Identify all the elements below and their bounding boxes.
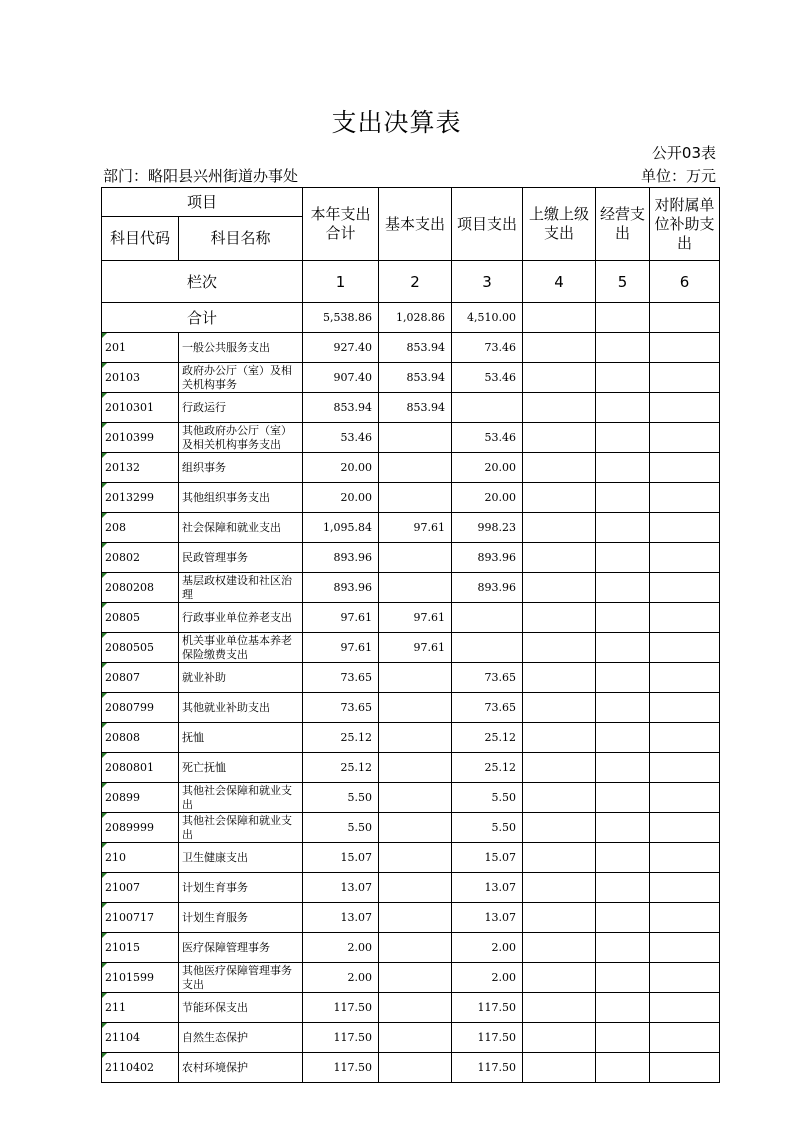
column-number: 3: [452, 261, 523, 303]
row-name: 一般公共服务支出: [179, 333, 303, 363]
row-total: 97.61: [303, 633, 379, 663]
row-upper: [523, 693, 596, 723]
row-name: 农村环境保护: [179, 1053, 303, 1083]
column-number: 4: [523, 261, 596, 303]
row-total: 53.46: [303, 423, 379, 453]
row-basic: [379, 573, 452, 603]
row-project: 2.00: [452, 963, 523, 993]
row-name: 基层政权建设和社区治理: [179, 573, 303, 603]
table-row: [102, 1053, 720, 1083]
row-business: [596, 783, 650, 813]
row-total: 13.07: [303, 873, 379, 903]
row-code: 2100717: [102, 903, 179, 933]
row-business: [596, 1053, 650, 1083]
row-business: [596, 363, 650, 393]
row-code: 20808: [102, 723, 179, 753]
table-row: [102, 813, 720, 843]
row-name: 其他医疗保障管理事务支出: [179, 963, 303, 993]
row-total: 117.50: [303, 1023, 379, 1053]
row-total: 25.12: [303, 753, 379, 783]
row-subsidy: [650, 603, 720, 633]
row-basic: [379, 543, 452, 573]
row-total: 20.00: [303, 453, 379, 483]
row-total: 117.50: [303, 993, 379, 1023]
row-code: 2013299: [102, 483, 179, 513]
row-code: 2080208: [102, 573, 179, 603]
row-name: 计划生育服务: [179, 903, 303, 933]
row-name: 死亡抚恤: [179, 753, 303, 783]
row-code: 2110402: [102, 1053, 179, 1083]
row-basic: [379, 963, 452, 993]
table-row: [102, 363, 720, 393]
row-total: 5.50: [303, 783, 379, 813]
row-basic: [379, 783, 452, 813]
table-row: [102, 603, 720, 633]
row-upper: [523, 1023, 596, 1053]
row-upper: [523, 873, 596, 903]
row-code: 20805: [102, 603, 179, 633]
row-code: 2080505: [102, 633, 179, 663]
row-subsidy: [650, 783, 720, 813]
row-project: 53.46: [452, 423, 523, 453]
table-row: [102, 513, 720, 543]
table-row: [102, 453, 720, 483]
row-upper: [523, 363, 596, 393]
row-name: 自然生态保护: [179, 1023, 303, 1053]
row-business: [596, 813, 650, 843]
row-code: 20103: [102, 363, 179, 393]
table-row: [102, 693, 720, 723]
row-upper: [523, 603, 596, 633]
column-number: 2: [379, 261, 452, 303]
row-basic: [379, 693, 452, 723]
row-basic: 853.94: [379, 363, 452, 393]
row-business: [596, 873, 650, 903]
row-project: 53.46: [452, 363, 523, 393]
row-project: [452, 603, 523, 633]
row-subsidy: [650, 363, 720, 393]
row-name: 节能环保支出: [179, 993, 303, 1023]
row-basic: 97.61: [379, 603, 452, 633]
column-number-row: [102, 261, 720, 303]
row-business: [596, 963, 650, 993]
row-subsidy: [650, 543, 720, 573]
row-total: 20.00: [303, 483, 379, 513]
row-upper: [523, 753, 596, 783]
row-business: [596, 1023, 650, 1053]
row-total: 893.96: [303, 543, 379, 573]
row-project: 893.96: [452, 573, 523, 603]
table-row: [102, 663, 720, 693]
row-project: 25.12: [452, 753, 523, 783]
expenditure-table: [101, 187, 720, 1083]
row-upper: [523, 903, 596, 933]
row-total: 2.00: [303, 963, 379, 993]
table-row: [102, 753, 720, 783]
table-row: [102, 543, 720, 573]
row-total: 853.94: [303, 393, 379, 423]
column-label: 栏次: [102, 261, 303, 303]
row-upper: [523, 513, 596, 543]
row-subsidy: [650, 723, 720, 753]
table-row: [102, 423, 720, 453]
header-item: 项目: [102, 188, 303, 217]
row-basic: [379, 1053, 452, 1083]
row-code: 20132: [102, 453, 179, 483]
row-subsidy: [650, 453, 720, 483]
row-total: 2.00: [303, 933, 379, 963]
row-upper: [523, 483, 596, 513]
row-name: 政府办公厅（室）及相关机构事务: [179, 363, 303, 393]
column-number: 6: [650, 261, 720, 303]
row-business: [596, 993, 650, 1023]
row-total: 5.50: [303, 813, 379, 843]
row-project: 20.00: [452, 453, 523, 483]
row-total: 15.07: [303, 843, 379, 873]
row-code: 21007: [102, 873, 179, 903]
row-name: 其他政府办公厅（室）及相关机构事务支出: [179, 423, 303, 453]
row-total: 907.40: [303, 363, 379, 393]
row-code: 210: [102, 843, 179, 873]
row-basic: 97.61: [379, 513, 452, 543]
form-number: 公开03表: [651, 144, 716, 162]
header-basic: 基本支出: [379, 188, 452, 261]
table-row: [102, 393, 720, 423]
row-subsidy: [650, 993, 720, 1023]
row-business: [596, 693, 650, 723]
row-project: 15.07: [452, 843, 523, 873]
row-project: 5.50: [452, 813, 523, 843]
row-basic: [379, 453, 452, 483]
row-subsidy: [650, 633, 720, 663]
table-row: [102, 573, 720, 603]
page-title: 支出决算表: [331, 108, 462, 137]
row-name: 机关事业单位基本养老保险缴费支出: [179, 633, 303, 663]
row-subsidy: [650, 963, 720, 993]
row-project: 998.23: [452, 513, 523, 543]
row-business: [596, 633, 650, 663]
total-sum: 5,538.86: [303, 303, 379, 333]
row-upper: [523, 993, 596, 1023]
row-name: 其他就业补助支出: [179, 693, 303, 723]
row-upper: [523, 963, 596, 993]
row-subsidy: [650, 843, 720, 873]
row-code: 20899: [102, 783, 179, 813]
table-row: [102, 903, 720, 933]
row-basic: 853.94: [379, 333, 452, 363]
row-subsidy: [650, 483, 720, 513]
row-business: [596, 603, 650, 633]
row-name: 计划生育事务: [179, 873, 303, 903]
row-name: 行政运行: [179, 393, 303, 423]
row-name: 卫生健康支出: [179, 843, 303, 873]
row-code: 2101599: [102, 963, 179, 993]
row-upper: [523, 633, 596, 663]
row-business: [596, 573, 650, 603]
row-business: [596, 543, 650, 573]
row-business: [596, 933, 650, 963]
row-total: 73.65: [303, 663, 379, 693]
row-code: 20802: [102, 543, 179, 573]
table-row: [102, 633, 720, 663]
row-project: 117.50: [452, 1053, 523, 1083]
table-row: [102, 933, 720, 963]
row-basic: [379, 933, 452, 963]
row-business: [596, 483, 650, 513]
row-name: 抚恤: [179, 723, 303, 753]
total-label: 合计: [102, 303, 303, 333]
row-name: 其他社会保障和就业支出: [179, 813, 303, 843]
row-name: 组织事务: [179, 453, 303, 483]
row-basic: 853.94: [379, 393, 452, 423]
row-business: [596, 903, 650, 933]
row-basic: [379, 993, 452, 1023]
row-basic: [379, 483, 452, 513]
table-row: [102, 843, 720, 873]
row-subsidy: [650, 1023, 720, 1053]
row-basic: [379, 903, 452, 933]
row-upper: [523, 813, 596, 843]
table-row: [102, 993, 720, 1023]
row-upper: [523, 453, 596, 483]
table-row: [102, 483, 720, 513]
row-business: [596, 423, 650, 453]
row-project: [452, 393, 523, 423]
row-project: 117.50: [452, 993, 523, 1023]
row-name: 就业补助: [179, 663, 303, 693]
row-subsidy: [650, 933, 720, 963]
row-business: [596, 513, 650, 543]
row-upper: [523, 393, 596, 423]
row-code: 2080801: [102, 753, 179, 783]
table-row: [102, 873, 720, 903]
row-basic: 97.61: [379, 633, 452, 663]
row-basic: [379, 1023, 452, 1053]
row-project: 73.65: [452, 693, 523, 723]
row-subsidy: [650, 393, 720, 423]
row-total: 893.96: [303, 573, 379, 603]
total-row: [102, 303, 720, 333]
row-project: 20.00: [452, 483, 523, 513]
row-basic: [379, 843, 452, 873]
row-project: 13.07: [452, 873, 523, 903]
row-name: 其他组织事务支出: [179, 483, 303, 513]
table-row: [102, 963, 720, 993]
row-subsidy: [650, 693, 720, 723]
row-subsidy: [650, 1053, 720, 1083]
row-basic: [379, 723, 452, 753]
row-upper: [523, 783, 596, 813]
header-subsidy: 对附属单位补助支出: [650, 188, 720, 261]
row-business: [596, 723, 650, 753]
row-total: 1,095.84: [303, 513, 379, 543]
row-subsidy: [650, 813, 720, 843]
header-total: 本年支出合计: [303, 188, 379, 261]
header-business: 经营支出: [596, 188, 650, 261]
row-upper: [523, 933, 596, 963]
total-basic: 1,028.86: [379, 303, 452, 333]
row-project: 893.96: [452, 543, 523, 573]
row-code: 20807: [102, 663, 179, 693]
row-name: 其他社会保障和就业支出: [179, 783, 303, 813]
row-subsidy: [650, 663, 720, 693]
row-upper: [523, 663, 596, 693]
row-basic: [379, 423, 452, 453]
row-code: 211: [102, 993, 179, 1023]
row-name: 行政事业单位养老支出: [179, 603, 303, 633]
total-project: 4,510.00: [452, 303, 523, 333]
row-subsidy: [650, 423, 720, 453]
total-upper: [523, 303, 596, 333]
row-project: 73.46: [452, 333, 523, 363]
row-code: 21015: [102, 933, 179, 963]
row-upper: [523, 423, 596, 453]
row-total: 13.07: [303, 903, 379, 933]
row-project: 13.07: [452, 903, 523, 933]
row-total: 73.65: [303, 693, 379, 723]
row-code: 21104: [102, 1023, 179, 1053]
row-code: 2010301: [102, 393, 179, 423]
row-business: [596, 753, 650, 783]
row-basic: [379, 873, 452, 903]
row-subsidy: [650, 873, 720, 903]
row-total: 25.12: [303, 723, 379, 753]
row-business: [596, 663, 650, 693]
department-label: 部门：略阳县兴州街道办事处: [103, 167, 299, 185]
row-upper: [523, 573, 596, 603]
row-code: 201: [102, 333, 179, 363]
row-upper: [523, 333, 596, 363]
column-number: 1: [303, 261, 379, 303]
row-subsidy: [650, 903, 720, 933]
row-business: [596, 393, 650, 423]
row-subsidy: [650, 573, 720, 603]
row-code: 2010399: [102, 423, 179, 453]
row-name: 医疗保障管理事务: [179, 933, 303, 963]
row-project: 73.65: [452, 663, 523, 693]
row-business: [596, 333, 650, 363]
header-name: 科目名称: [179, 217, 303, 261]
row-business: [596, 843, 650, 873]
row-code: 208: [102, 513, 179, 543]
row-code: 2089999: [102, 813, 179, 843]
row-project: 117.50: [452, 1023, 523, 1053]
row-code: 2080799: [102, 693, 179, 723]
header-project: 项目支出: [452, 188, 523, 261]
row-basic: [379, 813, 452, 843]
header-upper: 上缴上级支出: [523, 188, 596, 261]
row-upper: [523, 723, 596, 753]
row-total: 97.61: [303, 603, 379, 633]
row-basic: [379, 663, 452, 693]
table-row: [102, 783, 720, 813]
row-upper: [523, 543, 596, 573]
row-project: 2.00: [452, 933, 523, 963]
row-total: 927.40: [303, 333, 379, 363]
row-total: 117.50: [303, 1053, 379, 1083]
unit-label: 单位：万元: [640, 167, 716, 185]
row-business: [596, 453, 650, 483]
table-row: [102, 723, 720, 753]
row-name: 民政管理事务: [179, 543, 303, 573]
table-row: [102, 333, 720, 363]
row-project: 25.12: [452, 723, 523, 753]
row-subsidy: [650, 333, 720, 363]
row-subsidy: [650, 753, 720, 783]
row-project: 5.50: [452, 783, 523, 813]
header-code: 科目代码: [102, 217, 179, 261]
total-subsidy: [650, 303, 720, 333]
row-name: 社会保障和就业支出: [179, 513, 303, 543]
row-upper: [523, 843, 596, 873]
table-row: [102, 1023, 720, 1053]
row-subsidy: [650, 513, 720, 543]
column-number: 5: [596, 261, 650, 303]
row-basic: [379, 753, 452, 783]
row-upper: [523, 1053, 596, 1083]
total-business: [596, 303, 650, 333]
row-project: [452, 633, 523, 663]
